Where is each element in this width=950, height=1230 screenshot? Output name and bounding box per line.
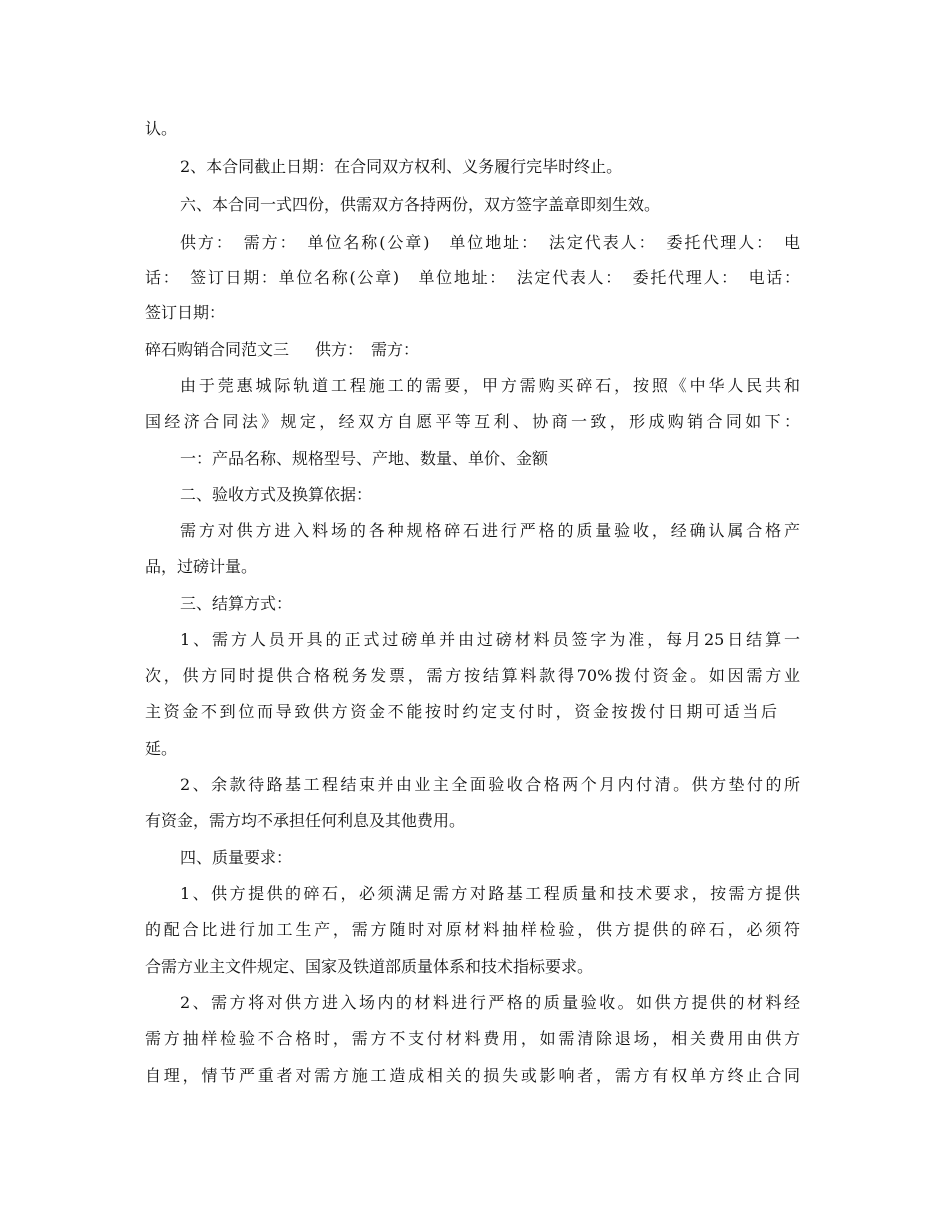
text-line: 自理，情节严重者对需方施工造成相关的损失或影响者，需方有权单方终止合同 [145, 1066, 800, 1085]
text-line: 签订日期： [145, 303, 226, 322]
text-line: 六、本合同一式四份，供需双方各持两份，双方签字盖章即刻生效。 [180, 195, 661, 214]
text-line: 1、供方提供的碎石，必须满足需方对路基工程质量和技术要求，按需方提供 [180, 884, 800, 903]
text-line: 国经济合同法》规定，经双方自愿平等互利、协商一致，形成购销合同如下： [145, 412, 800, 431]
text-line: 话： 签订日期：单位名称(公章) 单位地址： 法定代表人： 委托代理人： 电话： [145, 268, 800, 287]
text-line: 的配合比进行加工生产，需方随时对原材料抽样检验，供方提供的碎石，必须符 [145, 920, 800, 939]
text-line: 三、结算方式： [180, 594, 293, 613]
section-title-line [145, 339, 419, 361]
text-line: 认。 [145, 119, 178, 138]
text-line: 2、需方将对供方进入场内的材料进行严格的质量验收。如供方提供的材料经 [180, 993, 800, 1012]
text-line: 有资金，需方均不承担任何利息及其他费用。 [145, 811, 466, 830]
text-line: 需方抽样检验不合格时，需方不支付材料费用，如需清除退场，相关费用由供方 [145, 1029, 800, 1048]
party-labels: 供方： 需方： [315, 340, 420, 359]
text-line: 主资金不到位而导致供方资金不能按时约定支付时，资金按拨付日期可适当后 [145, 702, 777, 721]
text-line: 二、验收方式及换算依据： [180, 485, 373, 504]
text-line: 次，供方同时提供合格税务发票，需方按结算料款得70%拨付资金。如因需方业 [145, 666, 800, 685]
text-line: 四、质量要求： [180, 848, 293, 867]
section-title: 碎石购销合同范文三 [145, 340, 290, 359]
text-line: 1、需方人员开具的正式过磅单并由过磅材料员签字为准，每月25日结算一 [180, 630, 800, 649]
text-line: 合需方业主文件规定、国家及铁道部质量体系和技术指标要求。 [145, 957, 594, 976]
text-line: 延。 [145, 739, 178, 758]
text-line: 供方： 需方： 单位名称(公章) 单位地址： 法定代表人： 委托代理人： 电 [180, 233, 800, 252]
text-line: 需方对供方进入料场的各种规格碎石进行严格的质量验收，经确认属合格产 [180, 521, 800, 540]
text-line: 2、余款待路基工程结束并由业主全面验收合格两个月内付清。供方垫付的所 [180, 775, 800, 794]
text-line: 品，过磅计量。 [145, 557, 258, 576]
text-line: 2、本合同截止日期：在合同双方权利、义务履行完毕时终止。 [180, 157, 623, 176]
text-line: 由于莞惠城际轨道工程施工的需要，甲方需购买碎石，按照《中华人民共和 [180, 376, 800, 395]
text-line: 一：产品名称、规格型号、产地、数量、单价、金额 [180, 449, 549, 468]
